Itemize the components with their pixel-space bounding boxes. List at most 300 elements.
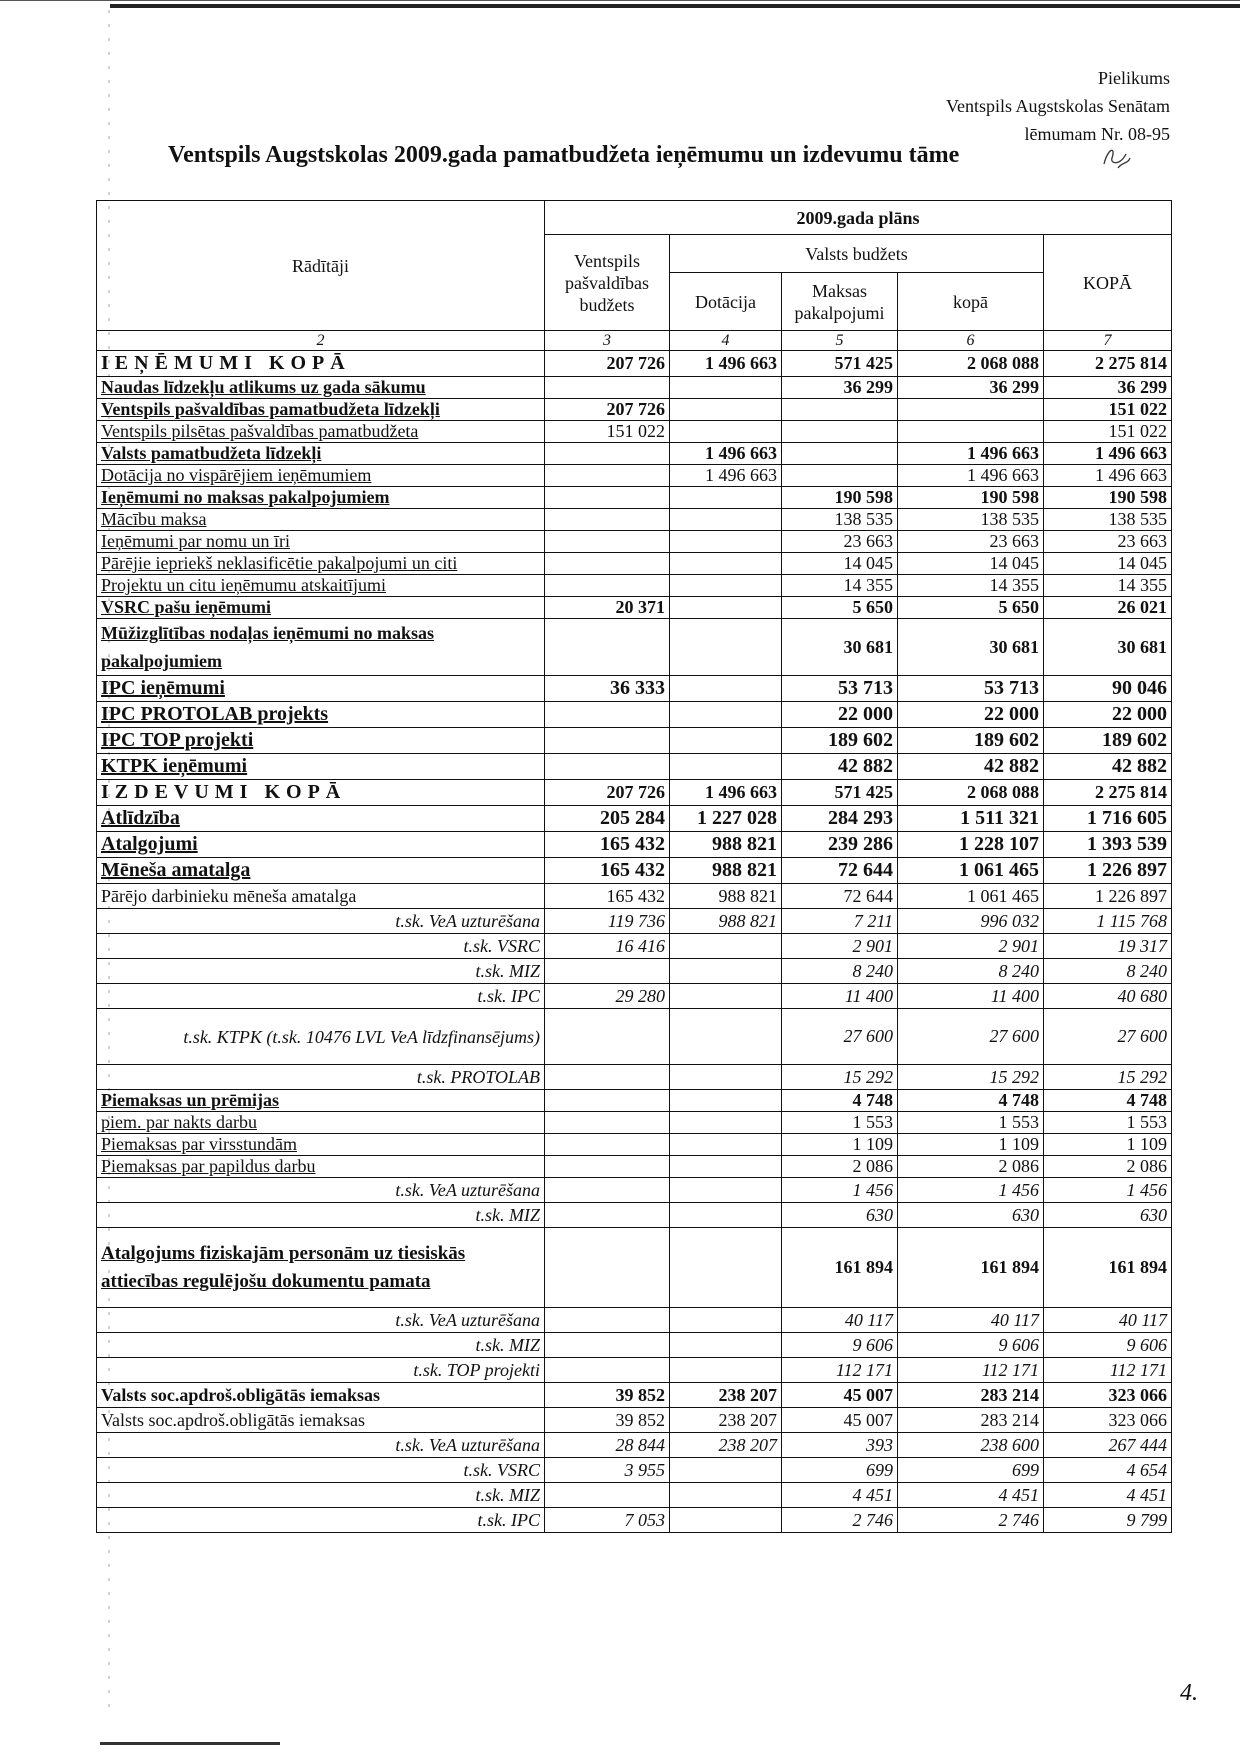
- row-value: 3 955: [545, 1458, 670, 1483]
- row-label: t.sk. VeA uzturēšana: [97, 1433, 545, 1458]
- row-value: 2 746: [898, 1508, 1044, 1533]
- row-value: 1 393 539: [1044, 832, 1172, 858]
- row-value: 72 644: [782, 884, 898, 909]
- row-value: 4 451: [1044, 1483, 1172, 1508]
- row-label: IEŅĒMUMI KOPĀ: [97, 351, 545, 377]
- page-number: 4.: [1180, 1680, 1198, 1706]
- row-value: 36 299: [1044, 377, 1172, 399]
- table-row: [97, 1383, 1172, 1408]
- row-value: 112 171: [1044, 1358, 1172, 1383]
- row-value: 4 748: [1044, 1090, 1172, 1112]
- row-value: 151 022: [1044, 399, 1172, 421]
- row-value: 190 598: [898, 487, 1044, 509]
- row-value: 40 680: [1044, 984, 1172, 1009]
- table-row: [97, 1112, 1172, 1134]
- row-value: 207 726: [545, 399, 670, 421]
- bottom-rule: [100, 1742, 280, 1745]
- row-value: 238 207: [670, 1383, 782, 1408]
- row-value: 39 852: [545, 1408, 670, 1433]
- subsidy-header: Dotācija: [670, 273, 782, 331]
- row-value: 165 432: [545, 884, 670, 909]
- row-value: [670, 509, 782, 531]
- municipal-budget-header: Ventspils pašvaldības budžets: [545, 235, 670, 331]
- table-row: [97, 1009, 1172, 1065]
- row-value: 22 000: [782, 702, 898, 728]
- row-value: [670, 728, 782, 754]
- row-value: 112 171: [898, 1358, 1044, 1383]
- row-value: 4 654: [1044, 1458, 1172, 1483]
- table-row: [97, 1333, 1172, 1358]
- row-value: 393: [782, 1433, 898, 1458]
- row-label: IPC ieņēmumi: [97, 676, 545, 702]
- row-value: 22 000: [1044, 702, 1172, 728]
- row-value: 1 061 465: [898, 884, 1044, 909]
- top-border: [0, 0, 1240, 1]
- row-value: [670, 676, 782, 702]
- row-label: Valsts pamatbudžeta līdzekļi: [97, 443, 545, 465]
- row-value: 207 726: [545, 780, 670, 806]
- row-value: 42 882: [898, 754, 1044, 780]
- row-value: 161 894: [898, 1228, 1044, 1308]
- row-value: 15 292: [782, 1065, 898, 1090]
- row-value: 30 681: [898, 619, 1044, 676]
- row-value: [545, 1308, 670, 1333]
- row-value: [670, 553, 782, 575]
- row-label: t.sk. VeA uzturēšana: [97, 909, 545, 934]
- row-value: 161 894: [1044, 1228, 1172, 1308]
- row-value: [670, 1112, 782, 1134]
- row-value: 151 022: [1044, 421, 1172, 443]
- row-value: 1 456: [782, 1178, 898, 1203]
- row-label: Mācību maksa: [97, 509, 545, 531]
- table-header: [97, 201, 1172, 331]
- table-row: [97, 984, 1172, 1009]
- row-value: [670, 531, 782, 553]
- row-value: 267 444: [1044, 1433, 1172, 1458]
- column-index-row: [97, 331, 1172, 351]
- row-value: 5 650: [782, 597, 898, 619]
- row-value: 323 066: [1044, 1408, 1172, 1433]
- row-value: 238 207: [670, 1408, 782, 1433]
- row-value: 2 901: [898, 934, 1044, 959]
- row-value: 14 355: [782, 575, 898, 597]
- row-value: 14 045: [782, 553, 898, 575]
- row-value: 119 736: [545, 909, 670, 934]
- row-value: 988 821: [670, 832, 782, 858]
- row-value: 283 214: [898, 1383, 1044, 1408]
- row-value: 9 799: [1044, 1508, 1172, 1533]
- row-label: piem. par nakts darbu: [97, 1112, 545, 1134]
- row-value: 2 068 088: [898, 351, 1044, 377]
- row-value: 23 663: [782, 531, 898, 553]
- row-value: 42 882: [782, 754, 898, 780]
- row-value: 1 227 028: [670, 806, 782, 832]
- row-value: 988 821: [670, 884, 782, 909]
- row-value: 20 371: [545, 597, 670, 619]
- row-label: Atlīdzība: [97, 806, 545, 832]
- row-value: [545, 1203, 670, 1228]
- row-value: 283 214: [898, 1408, 1044, 1433]
- row-label: Mūžizglītības nodaļas ieņēmumi no maksas pakalpojumiem: [97, 619, 545, 676]
- column-index: 6: [898, 331, 1044, 351]
- row-value: 138 535: [898, 509, 1044, 531]
- row-label: Dotācija no vispārējiem ieņēmumiem: [97, 465, 545, 487]
- row-value: 1 496 663: [670, 443, 782, 465]
- row-value: 45 007: [782, 1383, 898, 1408]
- table-row: [97, 619, 1172, 676]
- row-value: 238 207: [670, 1433, 782, 1458]
- annex-note: [946, 64, 1170, 148]
- state-subtotal-header: kopā: [898, 273, 1044, 331]
- row-label: t.sk. MIZ: [97, 1203, 545, 1228]
- row-value: [670, 1203, 782, 1228]
- row-value: 2 275 814: [1044, 780, 1172, 806]
- row-value: 699: [898, 1458, 1044, 1483]
- row-value: 4 451: [898, 1483, 1044, 1508]
- row-value: [545, 531, 670, 553]
- row-value: 9 606: [1044, 1333, 1172, 1358]
- row-value: [545, 959, 670, 984]
- table-row: [97, 1408, 1172, 1433]
- row-label: t.sk. TOP projekti: [97, 1358, 545, 1383]
- table-row: [97, 676, 1172, 702]
- row-value: 8 240: [1044, 959, 1172, 984]
- row-value: [545, 1156, 670, 1178]
- row-value: 7 053: [545, 1508, 670, 1533]
- table-body: [97, 331, 1172, 1533]
- row-value: 72 644: [782, 858, 898, 884]
- row-value: 189 602: [1044, 728, 1172, 754]
- table-row: [97, 934, 1172, 959]
- row-value: [545, 509, 670, 531]
- row-value: 53 713: [782, 676, 898, 702]
- row-value: 40 117: [898, 1308, 1044, 1333]
- row-label: t.sk. VeA uzturēšana: [97, 1308, 545, 1333]
- row-value: [670, 934, 782, 959]
- row-value: 1 456: [898, 1178, 1044, 1203]
- table-row: [97, 728, 1172, 754]
- row-value: 2 901: [782, 934, 898, 959]
- row-value: 27 600: [898, 1009, 1044, 1065]
- row-value: [670, 1090, 782, 1112]
- row-label: Valsts soc.apdroš.obligātās iemaksas: [97, 1408, 545, 1433]
- row-label: t.sk. PROTOLAB: [97, 1065, 545, 1090]
- row-value: 28 844: [545, 1433, 670, 1458]
- row-value: [670, 1178, 782, 1203]
- paid-services-header: Maksas pakalpojumi: [782, 273, 898, 331]
- table-row: [97, 1433, 1172, 1458]
- table-row: [97, 702, 1172, 728]
- row-value: 8 240: [898, 959, 1044, 984]
- row-value: 1 456: [1044, 1178, 1172, 1203]
- row-value: 1 496 663: [670, 351, 782, 377]
- row-value: [670, 575, 782, 597]
- row-value: 165 432: [545, 858, 670, 884]
- row-value: 1 228 107: [898, 832, 1044, 858]
- row-value: 27 600: [782, 1009, 898, 1065]
- row-value: [782, 443, 898, 465]
- row-value: 1 553: [898, 1112, 1044, 1134]
- row-value: 14 355: [1044, 575, 1172, 597]
- row-value: [670, 1458, 782, 1483]
- row-value: 45 007: [782, 1408, 898, 1433]
- row-value: 138 535: [1044, 509, 1172, 531]
- state-budget-header: Valsts budžets: [670, 235, 1044, 273]
- row-value: 14 355: [898, 575, 1044, 597]
- row-label: VSRC pašu ieņēmumi: [97, 597, 545, 619]
- table-row: [97, 884, 1172, 909]
- row-value: [670, 959, 782, 984]
- row-value: 15 292: [898, 1065, 1044, 1090]
- table-row: [97, 858, 1172, 884]
- row-value: [670, 1156, 782, 1178]
- row-value: [545, 1358, 670, 1383]
- row-label: Pārējo darbinieku mēneša amatalga: [97, 884, 545, 909]
- table-row: [97, 959, 1172, 984]
- row-value: [670, 1009, 782, 1065]
- row-value: 29 280: [545, 984, 670, 1009]
- table-row: [97, 1508, 1172, 1533]
- row-value: [670, 1228, 782, 1308]
- row-label: t.sk. VSRC: [97, 934, 545, 959]
- table-row: [97, 780, 1172, 806]
- annex-line: Pielikums: [1097, 68, 1170, 88]
- row-value: 190 598: [782, 487, 898, 509]
- row-value: 11 400: [898, 984, 1044, 1009]
- row-value: 988 821: [670, 858, 782, 884]
- row-value: 988 821: [670, 909, 782, 934]
- row-value: 630: [782, 1203, 898, 1228]
- row-value: 207 726: [545, 351, 670, 377]
- row-value: [545, 487, 670, 509]
- row-value: 1 226 897: [1044, 884, 1172, 909]
- row-value: 40 117: [1044, 1308, 1172, 1333]
- row-value: 11 400: [782, 984, 898, 1009]
- row-value: [670, 1483, 782, 1508]
- row-value: [545, 465, 670, 487]
- row-value: 2 086: [782, 1156, 898, 1178]
- row-value: 2 086: [898, 1156, 1044, 1178]
- row-value: [670, 421, 782, 443]
- annex-line: Ventspils Augstskolas Senātam: [946, 96, 1170, 116]
- row-value: [670, 1358, 782, 1383]
- row-value: 36 333: [545, 676, 670, 702]
- table-row: [97, 443, 1172, 465]
- column-index: 4: [670, 331, 782, 351]
- row-label: Ventspils pašvaldības pamatbudžeta līdzekļi: [97, 399, 545, 421]
- handwritten-signature: [1098, 142, 1134, 172]
- row-value: 22 000: [898, 702, 1044, 728]
- row-value: 1 496 663: [670, 780, 782, 806]
- row-value: 996 032: [898, 909, 1044, 934]
- row-value: 5 650: [898, 597, 1044, 619]
- row-value: [545, 619, 670, 676]
- row-value: [898, 421, 1044, 443]
- row-value: 4 748: [782, 1090, 898, 1112]
- row-value: 1 553: [1044, 1112, 1172, 1134]
- column-index: 3: [545, 331, 670, 351]
- row-label: Atalgojumi: [97, 832, 545, 858]
- row-value: 1 496 663: [898, 465, 1044, 487]
- row-value: 9 606: [898, 1333, 1044, 1358]
- row-value: 1 061 465: [898, 858, 1044, 884]
- row-label: IZDEVUMI KOPĀ: [97, 780, 545, 806]
- row-value: [545, 377, 670, 399]
- row-value: 205 284: [545, 806, 670, 832]
- column-index: 2: [97, 331, 545, 351]
- row-value: [670, 399, 782, 421]
- row-value: 284 293: [782, 806, 898, 832]
- row-value: [782, 399, 898, 421]
- row-value: 14 045: [1044, 553, 1172, 575]
- row-label: Ventspils pilsētas pašvaldības pamatbudžeta: [97, 421, 545, 443]
- row-label: Piemaksas par virsstundām: [97, 1134, 545, 1156]
- table-row: [97, 1178, 1172, 1203]
- budget-table: [96, 200, 1172, 1533]
- row-value: 27 600: [1044, 1009, 1172, 1065]
- row-value: [670, 619, 782, 676]
- row-value: 39 852: [545, 1383, 670, 1408]
- row-label: Mēneša amatalga: [97, 858, 545, 884]
- row-value: [545, 1228, 670, 1308]
- row-value: 2 275 814: [1044, 351, 1172, 377]
- row-value: [670, 377, 782, 399]
- row-value: 1 553: [782, 1112, 898, 1134]
- total-header: KOPĀ: [1044, 235, 1172, 331]
- row-value: [670, 597, 782, 619]
- table-row: [97, 421, 1172, 443]
- row-label: KTPK ieņēmumi: [97, 754, 545, 780]
- row-value: 2 746: [782, 1508, 898, 1533]
- row-value: 1 496 663: [1044, 465, 1172, 487]
- row-label: t.sk. VSRC: [97, 1458, 545, 1483]
- row-label: t.sk. MIZ: [97, 1483, 545, 1508]
- column-index: 5: [782, 331, 898, 351]
- row-value: 238 600: [898, 1433, 1044, 1458]
- row-label: t.sk. IPC: [97, 984, 545, 1009]
- table-row: [97, 806, 1172, 832]
- table-row: [97, 1156, 1172, 1178]
- table-row: [97, 597, 1172, 619]
- table-row: [97, 509, 1172, 531]
- indicators-header: Rādītāji: [97, 201, 545, 331]
- row-value: [545, 575, 670, 597]
- row-label: Ieņēmumi par nomu un īri: [97, 531, 545, 553]
- row-value: [545, 1134, 670, 1156]
- row-value: 9 606: [782, 1333, 898, 1358]
- table-row: [97, 832, 1172, 858]
- document-title: Ventspils Augstskolas 2009.gada pamatbudžeta ieņēmumu un izdevumu tāme: [168, 142, 960, 168]
- row-value: [670, 1065, 782, 1090]
- row-value: 189 602: [898, 728, 1044, 754]
- row-value: 239 286: [782, 832, 898, 858]
- row-value: 190 598: [1044, 487, 1172, 509]
- table-row: [97, 351, 1172, 377]
- row-label: Projektu un citu ieņēmumu atskaitījumi: [97, 575, 545, 597]
- row-label: IPC TOP projekti: [97, 728, 545, 754]
- row-value: 40 117: [782, 1308, 898, 1333]
- row-value: [670, 1308, 782, 1333]
- row-value: 15 292: [1044, 1065, 1172, 1090]
- table-row: [97, 399, 1172, 421]
- row-value: 630: [1044, 1203, 1172, 1228]
- table-row: [97, 1090, 1172, 1112]
- row-value: [545, 1178, 670, 1203]
- row-value: 151 022: [545, 421, 670, 443]
- row-label: IPC PROTOLAB projekts: [97, 702, 545, 728]
- table-row: [97, 465, 1172, 487]
- row-value: [545, 1009, 670, 1065]
- row-value: 36 299: [782, 377, 898, 399]
- row-value: 1 109: [1044, 1134, 1172, 1156]
- table-row: [97, 909, 1172, 934]
- row-value: 16 416: [545, 934, 670, 959]
- row-label: Piemaksas un prēmijas: [97, 1090, 545, 1112]
- row-label: t.sk. VeA uzturēšana: [97, 1178, 545, 1203]
- row-value: 1 226 897: [1044, 858, 1172, 884]
- top-rule: [110, 4, 1240, 8]
- row-label: Piemaksas par papildus darbu: [97, 1156, 545, 1178]
- row-value: [545, 1112, 670, 1134]
- row-label: Pārējie iepriekš neklasificētie pakalpojumi un citi: [97, 553, 545, 575]
- row-value: 138 535: [782, 509, 898, 531]
- row-label: Ieņēmumi no maksas pakalpojumiem: [97, 487, 545, 509]
- row-value: 1 109: [898, 1134, 1044, 1156]
- row-value: [670, 487, 782, 509]
- row-label: t.sk. IPC: [97, 1508, 545, 1533]
- row-value: 1 115 768: [1044, 909, 1172, 934]
- row-value: 699: [782, 1458, 898, 1483]
- row-value: [670, 1333, 782, 1358]
- table-row: [97, 1065, 1172, 1090]
- row-value: 19 317: [1044, 934, 1172, 959]
- row-label: Valsts soc.apdroš.obligātās iemaksas: [97, 1383, 545, 1408]
- table-row: [97, 553, 1172, 575]
- plan-header: 2009.gada plāns: [545, 201, 1172, 235]
- row-value: 4 748: [898, 1090, 1044, 1112]
- row-value: 30 681: [1044, 619, 1172, 676]
- row-value: 112 171: [782, 1358, 898, 1383]
- row-label: t.sk. MIZ: [97, 1333, 545, 1358]
- table-row: [97, 1308, 1172, 1333]
- row-value: 1 496 663: [898, 443, 1044, 465]
- table-row: [97, 575, 1172, 597]
- row-value: 1 496 663: [670, 465, 782, 487]
- table-row: [97, 1483, 1172, 1508]
- row-label: Atalgojums fiziskajām personām uz tiesiskās attiecības regulējošu dokumentu pamata: [97, 1228, 545, 1308]
- row-value: [670, 1508, 782, 1533]
- row-value: 53 713: [898, 676, 1044, 702]
- table-row: [97, 377, 1172, 399]
- table-row: [97, 487, 1172, 509]
- row-value: 23 663: [898, 531, 1044, 553]
- row-value: [545, 728, 670, 754]
- row-value: [898, 399, 1044, 421]
- row-value: 1 716 605: [1044, 806, 1172, 832]
- row-label: t.sk. MIZ: [97, 959, 545, 984]
- row-value: [670, 754, 782, 780]
- row-value: 14 045: [898, 553, 1044, 575]
- table-row: [97, 1228, 1172, 1308]
- row-value: 4 451: [782, 1483, 898, 1508]
- table-row: [97, 531, 1172, 553]
- row-value: 36 299: [898, 377, 1044, 399]
- row-value: [545, 1483, 670, 1508]
- row-value: 42 882: [1044, 754, 1172, 780]
- row-value: 571 425: [782, 780, 898, 806]
- row-value: [545, 443, 670, 465]
- row-label: t.sk. KTPK (t.sk. 10476 LVL VeA līdzfinansējums): [97, 1009, 545, 1065]
